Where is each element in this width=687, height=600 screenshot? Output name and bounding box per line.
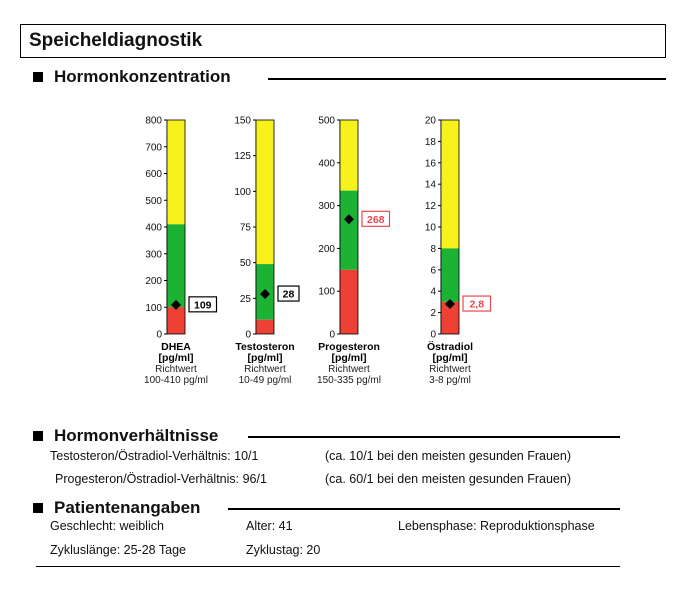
hormone-name-dhea: DHEA <box>161 341 191 353</box>
tick-label: 12 <box>424 201 436 213</box>
reference-label: Richtwert <box>429 364 471 375</box>
bullet-square-icon <box>33 503 43 513</box>
tick-label: 14 <box>424 179 436 191</box>
tick-label: 8 <box>430 243 436 255</box>
reference-label: Richtwert <box>328 364 370 375</box>
patient-age: Alter: 41 <box>246 519 293 533</box>
tick-label: 100 <box>318 286 335 298</box>
tick-label: 4 <box>430 286 436 298</box>
reference-range: 100-410 pg/ml <box>144 375 208 386</box>
hormone-unit: [pg/ml] <box>247 352 283 364</box>
footer-rule <box>36 566 620 567</box>
section-patient-data <box>33 498 200 518</box>
tick-label: 400 <box>318 158 335 170</box>
reference-range: 3-8 pg/ml <box>429 375 471 386</box>
section-title: Hormonverhältnisse <box>54 426 219 445</box>
hormone-charts <box>0 105 687 400</box>
tick-label: 400 <box>145 222 162 234</box>
ratio-note: (ca. 10/1 bei den meisten gesunden Frauen) <box>325 449 571 463</box>
value-label: 28 <box>282 288 295 301</box>
hormone-unit: [pg/ml] <box>158 352 194 364</box>
section-rule <box>268 78 666 80</box>
ratio-testosterone-estradiol: Testosteron/Östradiol-Verhältnis: 10/1 <box>50 449 259 463</box>
patient-cycle-length: Zykluslänge: 25-28 Tage <box>50 543 186 557</box>
tick-label: 100 <box>234 186 251 198</box>
page-title: Speicheldiagnostik <box>29 30 203 51</box>
tick-label: 0 <box>245 329 251 341</box>
tick-label: 10 <box>424 222 436 234</box>
tick-label: 150 <box>234 115 251 127</box>
bar-segment-high <box>340 120 358 191</box>
ratio-note: (ca. 60/1 bei den meisten gesunden Frauen) <box>325 472 571 486</box>
tick-label: 0 <box>156 329 162 341</box>
tick-label: 6 <box>430 265 436 277</box>
title-box <box>20 24 666 58</box>
hormone-name-testosteron: Testosteron <box>235 341 295 353</box>
section-rule <box>228 508 620 510</box>
ratio-progesterone-estradiol: Progesteron/Östradiol-Verhältnis: 96/1 <box>55 472 267 486</box>
tick-label: 18 <box>424 136 436 148</box>
tick-label: 500 <box>318 115 335 127</box>
hormone-unit: [pg/ml] <box>331 352 367 364</box>
section-hormone-ratios <box>33 426 218 446</box>
tick-label: 300 <box>318 201 335 213</box>
tick-label: 0 <box>329 329 335 341</box>
patient-sex: Geschlecht: weiblich <box>50 519 164 533</box>
reference-label: Richtwert <box>155 364 197 375</box>
hormone-name-progesteron: Progesteron <box>318 341 380 353</box>
hormone-unit: [pg/ml] <box>432 352 468 364</box>
bar-segment-low <box>256 320 274 334</box>
tick-label: 0 <box>430 329 436 341</box>
value-label: 268 <box>366 213 385 226</box>
tick-label: 25 <box>239 293 251 305</box>
bar-segment-low <box>167 307 185 334</box>
section-title: Hormonkonzentration <box>54 67 231 86</box>
tick-label: 200 <box>145 276 162 287</box>
section-hormone-concentration <box>33 67 231 87</box>
tick-label: 300 <box>145 249 162 261</box>
bullet-square-icon <box>33 72 43 82</box>
bar-segment-normal <box>441 248 459 302</box>
bar-segment-high <box>441 120 459 248</box>
section-title: Patientenangaben <box>54 498 201 517</box>
bar-segment-normal <box>167 224 185 307</box>
patient-cycle-day: Zyklustag: 20 <box>246 543 321 557</box>
tick-label: 200 <box>318 243 335 255</box>
bar-segment-high <box>167 120 185 224</box>
section-rule <box>248 436 620 438</box>
hormone-name-östradiol: Östradiol <box>426 341 474 353</box>
patient-life-phase: Lebensphase: Reproduktionsphase <box>398 519 595 533</box>
value-label: 2,8 <box>469 298 485 311</box>
tick-label: 800 <box>145 115 162 127</box>
tick-label: 500 <box>145 195 162 207</box>
bar-segment-low <box>340 270 358 334</box>
reference-range: 150-335 pg/ml <box>317 375 381 386</box>
tick-label: 100 <box>145 302 162 314</box>
bullet-square-icon <box>33 431 43 441</box>
bar-segment-normal <box>340 191 358 270</box>
tick-label: 16 <box>424 158 436 170</box>
tick-label: 125 <box>234 151 251 163</box>
tick-label: 600 <box>145 169 162 180</box>
reference-range: 10-49 pg/ml <box>238 375 292 386</box>
tick-label: 20 <box>424 115 436 127</box>
bar-segment-high <box>256 120 274 264</box>
tick-label: 75 <box>239 222 251 234</box>
tick-label: 50 <box>239 258 251 270</box>
reference-label: Richtwert <box>244 364 286 375</box>
hormone-charts-svg <box>0 105 687 395</box>
tick-label: 700 <box>145 142 162 154</box>
tick-label: 2 <box>430 308 436 320</box>
value-label: 109 <box>193 299 212 312</box>
